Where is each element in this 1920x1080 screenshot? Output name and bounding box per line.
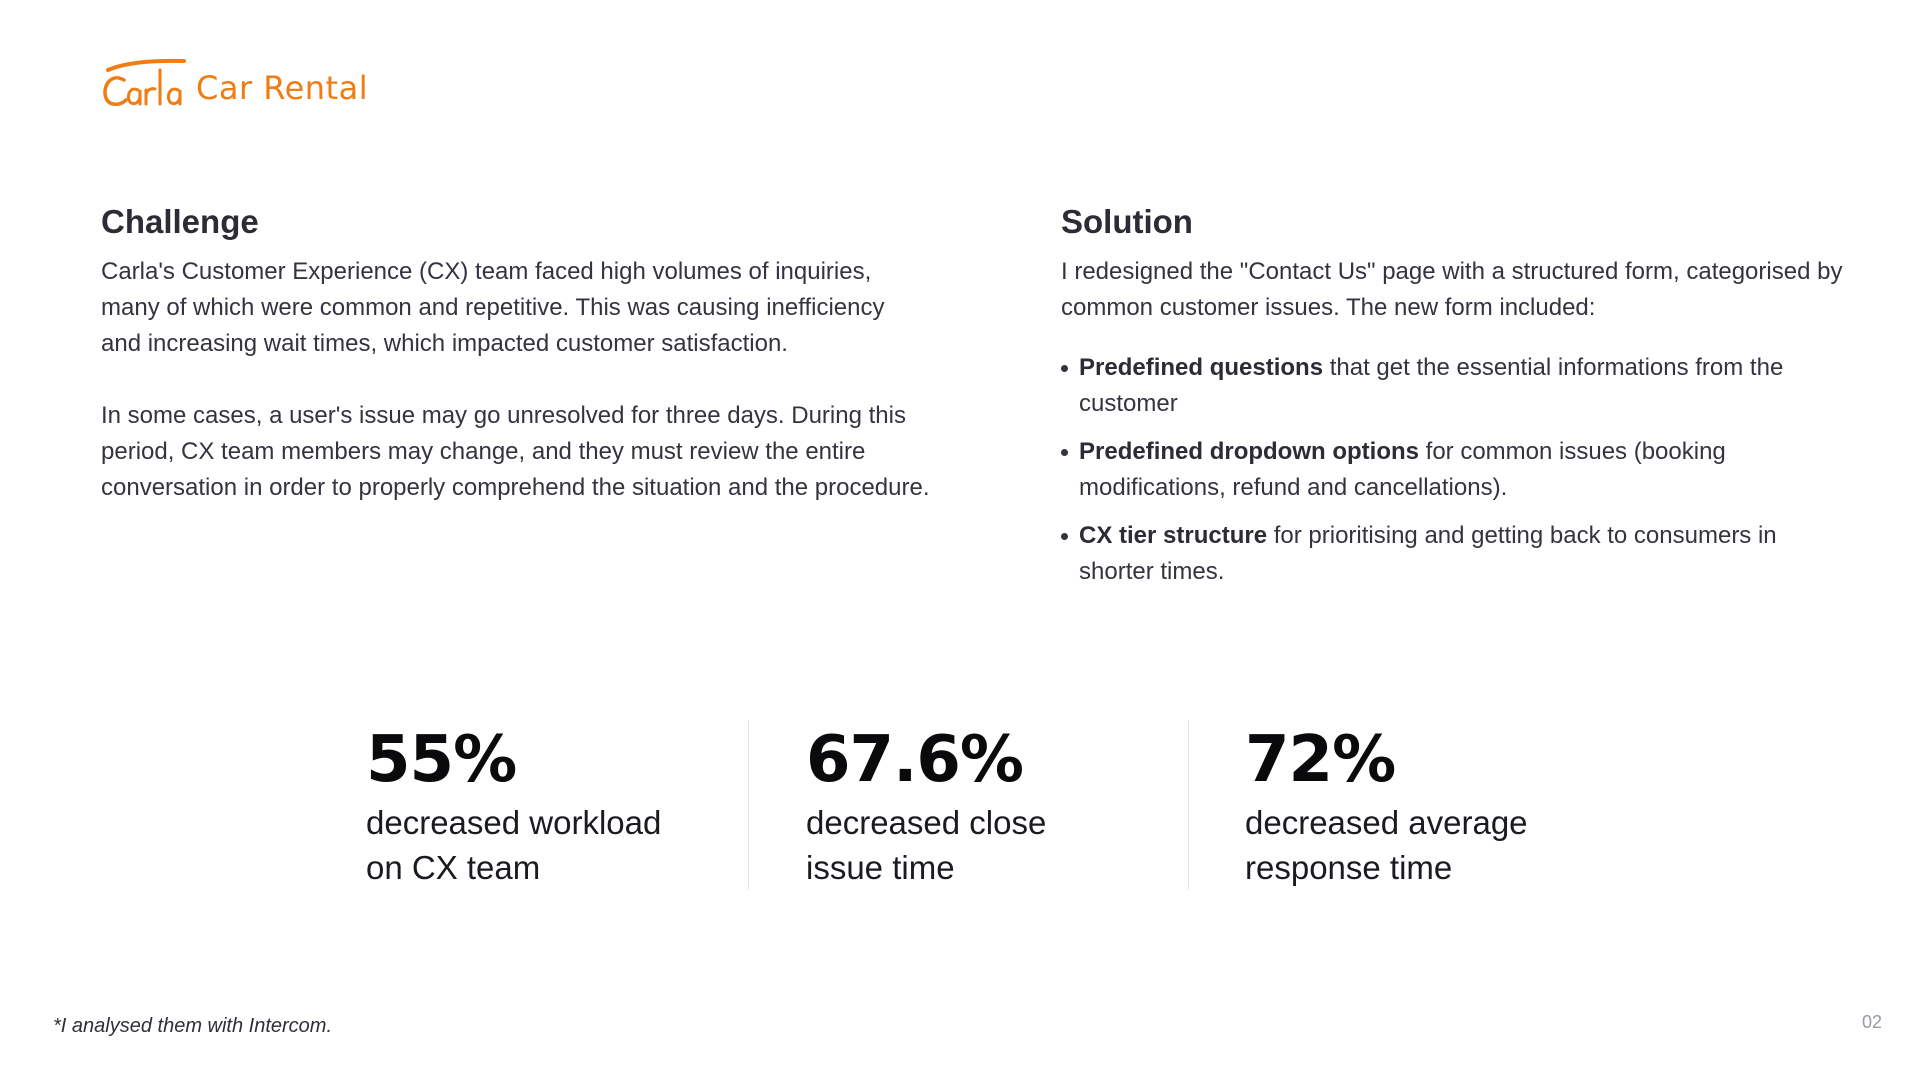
bullet-text: that get the essential informations from the customer [1079, 354, 1784, 417]
solution-title: Solution [1061, 203, 1193, 240]
challenge-section [101, 202, 931, 506]
bullet-text: for prioritising and getting back to consumers in shorter times. [1079, 522, 1777, 585]
solution-bullet [1061, 350, 1851, 422]
stat-label-line: decreased workload [366, 804, 662, 841]
stats-row [0, 720, 1920, 890]
stat-label-line: response time [1245, 849, 1453, 886]
challenge-paragraph: In some cases, a user's issue may go unresolved for three days. During this period, CX team members may change, and they must review the entire conversation in order to properly comprehend the situation and the procedure. [101, 402, 930, 501]
footnote: *I analysed them with Intercom. [53, 1015, 333, 1037]
challenge-paragraph: Carla's Customer Experience (CX) team faced high volumes of inquiries, many of which were common and repetitive. This was causing inefficiency and increasing wait times, which impacted customer satisfaction. [101, 258, 885, 357]
stat-value: 72% [1245, 723, 1396, 797]
stat-label-line: issue time [806, 849, 955, 886]
solution-section [1061, 202, 1851, 602]
solution-bullet [1061, 434, 1851, 506]
solution-bullet-list [1061, 350, 1851, 590]
page-number: 02 [1861, 1012, 1882, 1032]
stat-close-time [806, 720, 1136, 890]
bullet-bold: CX tier structure [1079, 522, 1268, 549]
bullet-bold: Predefined questions [1079, 354, 1324, 381]
stat-workload [366, 720, 696, 890]
logo-text: Car Rental [196, 69, 369, 107]
stat-value: 67.6% [806, 723, 1024, 797]
bullet-bold: Predefined dropdown options [1079, 438, 1419, 465]
challenge-title: Challenge [101, 203, 259, 240]
stat-label-line: on CX team [366, 849, 541, 886]
solution-bullet [1061, 518, 1851, 590]
stat-label-line: decreased close [806, 804, 1047, 841]
brand-logo [100, 52, 368, 108]
solution-intro: I redesigned the "Contact Us" page with a structured form, categorised by common customer issues. The new form included: [1061, 258, 1843, 321]
stat-divider [748, 720, 749, 890]
stat-divider [1188, 720, 1189, 890]
stat-response-time [1245, 720, 1575, 890]
bullet-text: for common issues (booking modifications, refund and cancellations). [1079, 438, 1726, 501]
stat-value: 55% [366, 723, 517, 797]
stat-label-line: decreased average [1245, 804, 1528, 841]
carla-logo-icon [100, 58, 186, 108]
